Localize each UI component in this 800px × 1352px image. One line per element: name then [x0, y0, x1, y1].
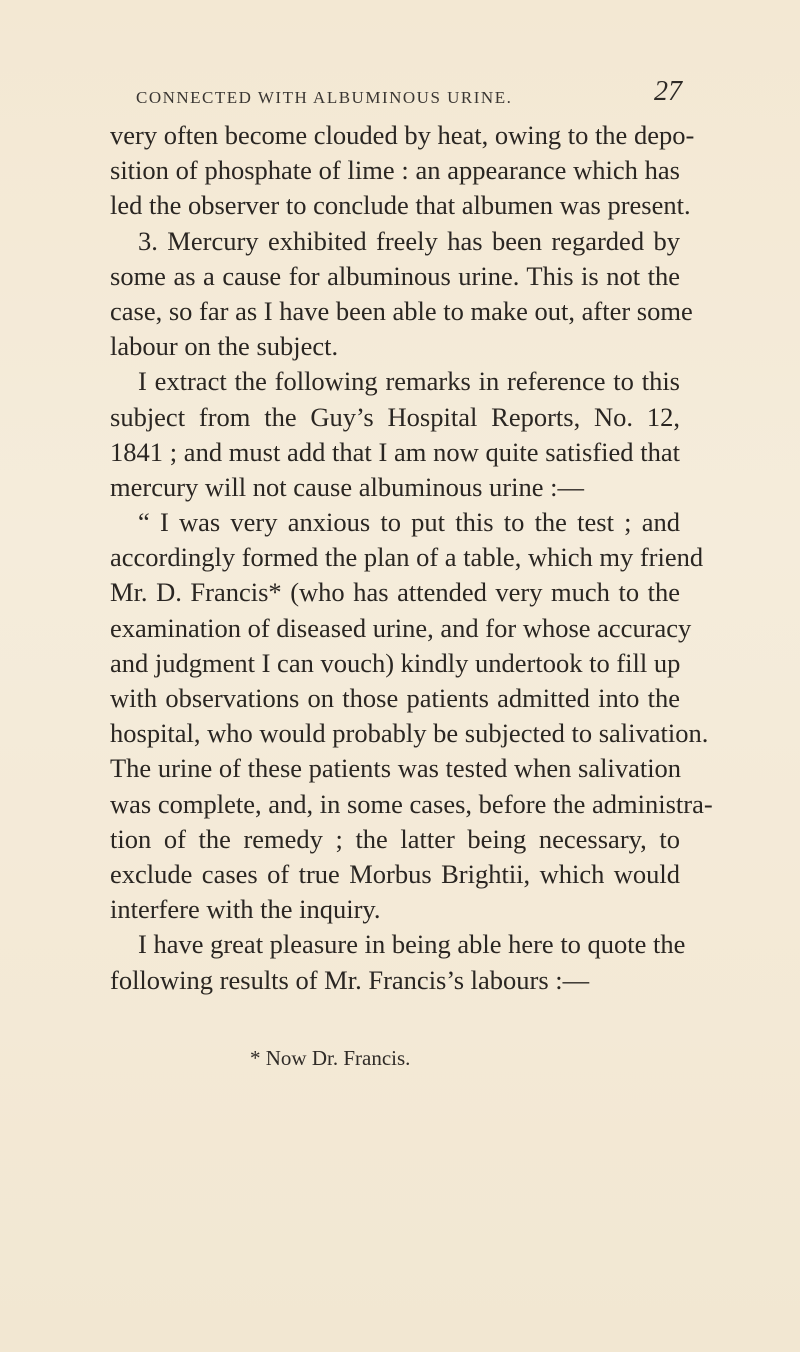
- text-line: hospital, who would probably be subjected to salivation.: [110, 718, 709, 749]
- text-line: I extract the following remarks in reference to this: [138, 366, 680, 397]
- page-header: [108, 76, 682, 116]
- text-line: very often become clouded by heat, owing to the depo-: [110, 120, 695, 150]
- text-line: mercury will not cause albuminous urine :—: [110, 471, 584, 502]
- text-line: led the observer to conclude that albumen was present.: [110, 190, 691, 221]
- text-line: The urine of these patients was tested when salivation: [110, 753, 682, 784]
- text-line: and judgment I can vouch) kindly undertook to fill up: [110, 647, 681, 678]
- text-line: sition of phosphate of lime : an appearance which has: [110, 155, 680, 186]
- text-line: 1841 ; and must add that I am now quite satisfied that: [110, 436, 680, 467]
- page-number: 27: [654, 76, 682, 107]
- footnote: * Now Dr. Francis.: [250, 1046, 411, 1070]
- text-line: I have great pleasure in being able here to quote the: [138, 929, 686, 960]
- text-line: 3. Mercury exhibited freely has been regarded by: [138, 225, 680, 256]
- text-line: some as a cause for albuminous urine. This is not the: [110, 260, 680, 291]
- body-text: [110, 118, 713, 998]
- text-line: examination of diseased urine, and for whose accuracy: [110, 612, 692, 643]
- text-line: subject from the Guy’s Hospital Reports, No. 12,: [110, 401, 680, 432]
- text-line: interfere with the inquiry.: [110, 894, 381, 925]
- text-line: was complete, and, in some cases, before the administra-: [110, 788, 713, 819]
- text-line: tion of the remedy ; the latter being necessary, to: [110, 823, 680, 854]
- text-line: with observations on those patients admitted into the: [110, 683, 680, 713]
- text-line: case, so far as I have been able to make out, after some: [110, 295, 693, 326]
- text-line: labour on the subject.: [110, 331, 339, 362]
- text-line: “ I was very anxious to put this to the test ; and: [138, 507, 680, 538]
- running-head: CONNECTED WITH ALBUMINOUS URINE.: [136, 88, 513, 107]
- text-line: exclude cases of true Morbus Brightii, which would: [110, 858, 680, 889]
- text-line: Mr. D. Francis* (who has attended very much to the: [110, 577, 680, 608]
- text-line: accordingly formed the plan of a table, which my friend: [110, 542, 704, 573]
- text-line: following results of Mr. Francis’s labours :—: [110, 964, 590, 995]
